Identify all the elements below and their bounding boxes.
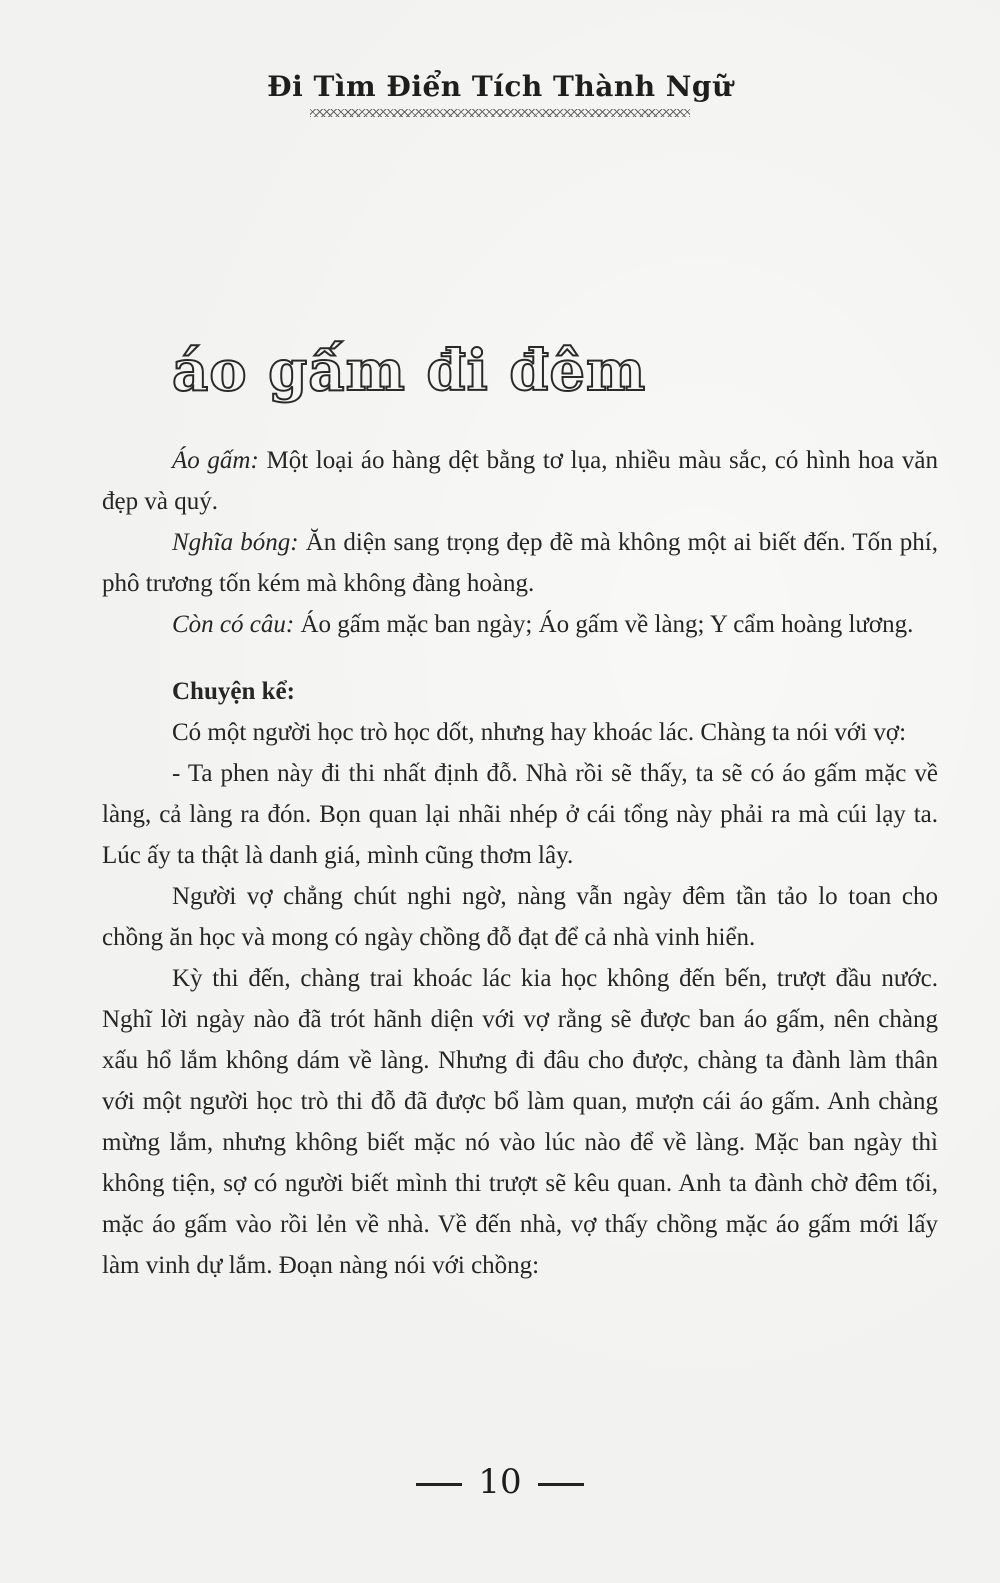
story-paragraph: Có một người học trò học dốt, nhưng hay khoác lác. Chàng ta nói với vợ: (172, 719, 907, 746)
page-number-footer (0, 1462, 1000, 1502)
definition-text: Ăn diện sang trọng đẹp đẽ mà không một ai biết đến. Tốn phí, phô trương tốn kém mà không đàng hoàng. (102, 529, 938, 597)
running-head-title: Đi Tìm Điển Tích Thành Ngữ (267, 70, 733, 103)
definition-text: Một loại áo hàng dệt bằng tơ lụa, nhiều màu sắc, có hình hoa văn đẹp và quý. (102, 447, 938, 515)
definition-paragraph (102, 604, 938, 645)
running-head (0, 70, 1000, 117)
definition-term: Còn có câu: (172, 611, 295, 638)
right-dash (538, 1483, 584, 1486)
story-heading: Chuyện kể: (172, 678, 295, 705)
definition-term: Nghĩa bóng: (172, 529, 299, 556)
definition-paragraph (102, 522, 938, 604)
story-paragraph: - Ta phen này đi thi nhất định đỗ. Nhà rồi sẽ thấy, ta sẽ có áo gấm mặc về làng, cả làng ra đón. Bọn quan lại nhãi nhép ở cái tổng này phải ra mà cúi lạy ta. Lúc ấy ta thật là danh giá, mình cũng thơm lây. (102, 760, 938, 869)
definition-term: Áo gấm: (172, 447, 259, 474)
page-number: 10 (478, 1462, 522, 1502)
decorative-rule (310, 109, 690, 117)
story-paragraph: Kỳ thi đến, chàng trai khoác lác kia học không đến bến, trượt đầu nước. Nghĩ lời ngày nào đã trót hãnh diện với vợ rằng sẽ được ban áo gấm, nên chàng xấu hổ lắm không dám về làng. Nhưng đi đâu cho được, chàng ta đành làm thân với một người học trò thi đỗ đã được bổ làm quan, mượn cái áo gấm. Anh chàng mừng lắm, nhưng không biết mặc nó vào lúc nào để về làng. Mặc ban ngày thì không tiện, sợ có người biết mình thi trượt sẽ kêu quan. Anh ta đành chờ đêm tối, mặc áo gấm vào rồi lẻn về nhà. Về đến nhà, vợ thấy chồng mặc áo gấm mới lấy làm vinh dự lắm. Đoạn nàng nói với chồng: (102, 965, 938, 1279)
story-paragraph: Người vợ chẳng chút nghi ngờ, nàng vẫn ngày đêm tần tảo lo toan cho chồng ăn học và mong có ngày chồng đỗ đạt để cả nhà vinh hiển. (102, 883, 938, 951)
definition-paragraph (102, 440, 938, 522)
chapter-title: áo gấm đi đêm (172, 338, 647, 404)
body-text (102, 440, 938, 1286)
left-dash (416, 1483, 462, 1486)
section-spacer (102, 645, 938, 671)
definition-text: Áo gấm mặc ban ngày; Áo gấm về làng; Y cẩm hoàng lương. (294, 611, 914, 638)
